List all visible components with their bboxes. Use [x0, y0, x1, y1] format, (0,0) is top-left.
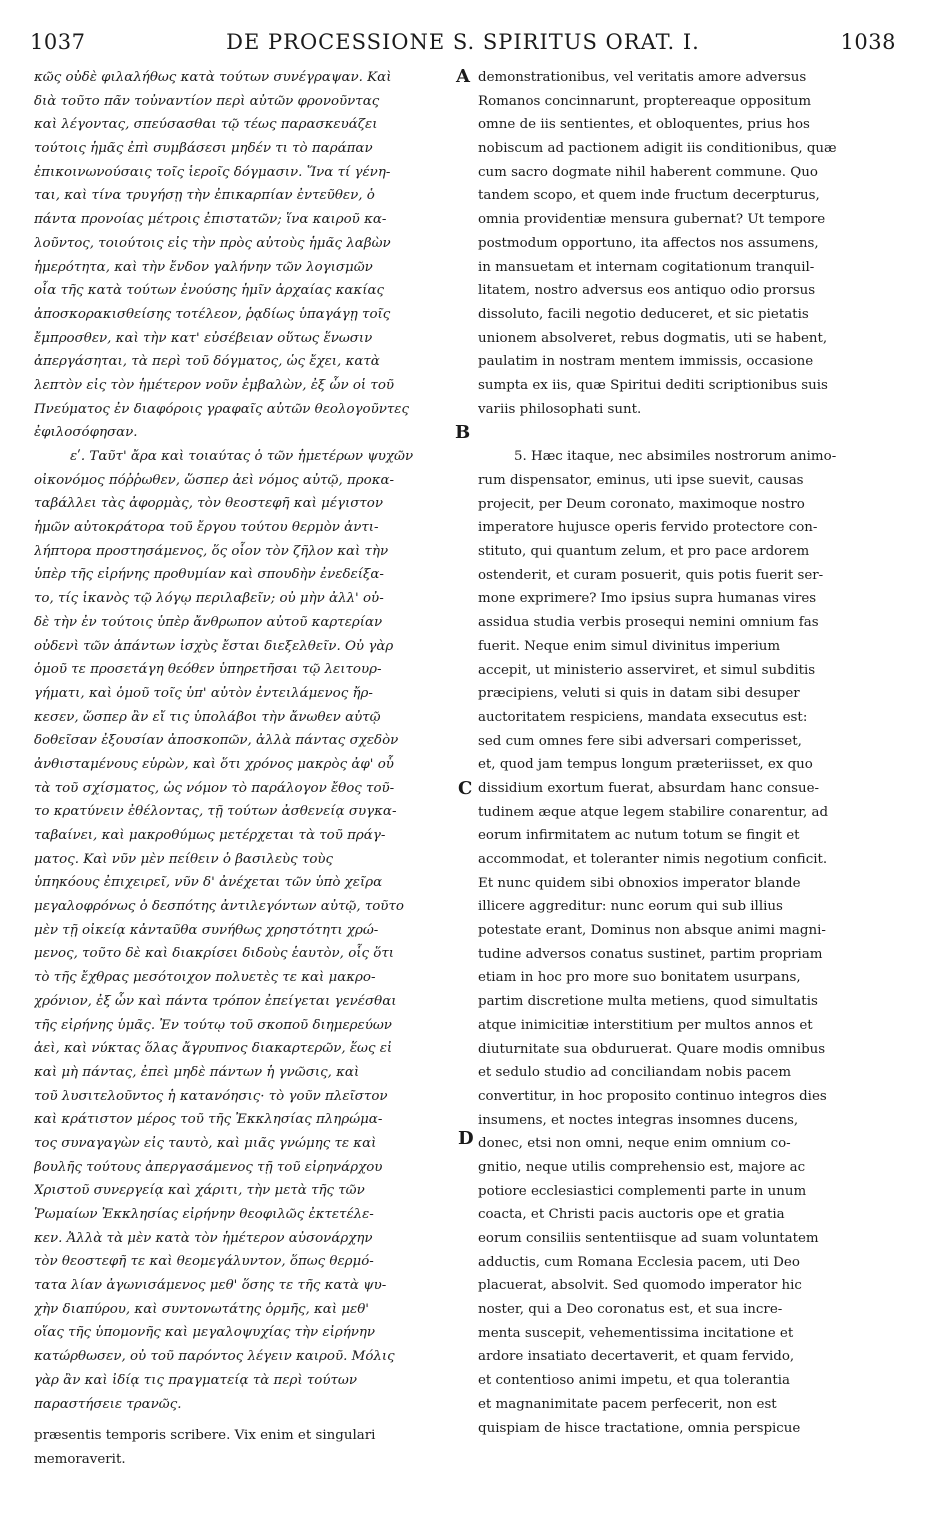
text-line: paulatim in nostram mentem immissis, occasione: [478, 354, 814, 370]
text-line: quispiam de hisce tractatione, omnia perspicue: [478, 1420, 801, 1436]
text-line: ἀπεργάσηται, τὰ περὶ τοῦ δόγματος, ὡς ἔχει, κατὰ: [34, 354, 380, 370]
text-line: unionem absolveret, rebus dogmatis, uti se habent,: [478, 330, 828, 346]
text-line: τὰ τοῦ σχίσματος, ὡς νόμον τὸ παράλογον ἔθος τοῦ-: [34, 780, 395, 796]
text-line: ostenderit, et curam posuerit, quis potis fuerit ser-: [478, 567, 824, 583]
text-line: πάντα προνοίας μέτροις ἐπιστατῶν; ἵνα καιροῦ κα-: [34, 212, 387, 228]
text-line: κεσεν, ὥσπερ ἂν εἴ τις ὑπολάβοι τὴν ἄνωθεν αὐτῷ: [34, 709, 381, 725]
text-line: nobiscum ad pactionem adigit iis conditionibus, quæ: [478, 141, 837, 157]
text-line: partim discretione multa metiens, quod simultatis: [478, 994, 818, 1010]
text-line: ardore insatiato decertaverit, et quam fervido,: [478, 1349, 795, 1365]
text-line: placuerat, absolvit. Sed quomodo imperator hic: [478, 1278, 802, 1294]
text-line: καὶ μὴ πάντας, ἐπεὶ μηδὲ πάντων ἡ γνῶσις, καὶ: [34, 1064, 360, 1080]
text-line: illicere aggreditur: nunc eorum qui sub illius: [478, 899, 783, 915]
text-line: τος συναγαγὼν εἰς ταυτὸ, καὶ μιᾶς γνώμης τε καὶ: [34, 1135, 377, 1151]
text-line: Romanos concinnarunt, proptereaque oppositum: [478, 93, 812, 109]
text-line: Ῥωμαίων Ἐκκλησίας εἰρήνην θεοφιλῶς ἐκτετέλε-: [34, 1207, 374, 1222]
text-line: λεπτὸν εἰς τὸν ἡμέτερον νοῦν ἐμβαλὼν, ἐξ ὧν οἱ τοῦ: [34, 377, 395, 393]
text-line: γήματι, καὶ ὁμοῦ τοῖς ὑπ' αὐτὸν ἐντειλάμενος ἤρ-: [34, 685, 373, 701]
section-marker-b: B: [455, 422, 471, 443]
text-line: mone exprimere? Imo ipsius supra humanas vires: [478, 591, 817, 607]
text-line: τῆς εἰρήνης ὑμᾶς. Ἐν τούτῳ τοῦ σκοποῦ διημερεύων: [34, 1017, 392, 1033]
page-number-right: 1038: [840, 30, 896, 54]
text-line: Χριστοῦ συνεργείᾳ καὶ χάριτι, τὴν μετὰ τῆς τῶν: [34, 1183, 365, 1199]
text-line: οὐδενὶ τῶν ἁπάντων ἰσχὺς ἔσται διεξελθεῖν. Οὐ γὰρ: [34, 638, 394, 654]
text-line: Πνεύματος ἐν διαφόροις γραφαῖς αὐτῶν θεολογοῦντες: [34, 401, 409, 417]
text-line: noster, qui a Deo coronatus est, et sua incre-: [478, 1302, 783, 1318]
text-line: insumens, et noctes integras insomnes ducens,: [478, 1112, 799, 1128]
text-line: το, τίς ἱκανὸς τῷ λόγῳ περιλαβεῖν; οὐ μὴν ἀλλ' οὐ-: [34, 591, 384, 607]
text-line: imperatore hujusce operis fervido protectore con-: [478, 520, 818, 536]
text-line: præcipiens, veluti si quis in datam sibi desuper: [478, 686, 800, 702]
text-line: sumpta ex iis, quæ Spiritui dediti scriptionibus suis: [478, 377, 828, 393]
text-line: χρόνιον, ἐξ ὧν καὶ πάντα τρόπον ἐπείγεται γενέσθαι: [34, 993, 397, 1009]
continuation-line: præsentis temporis scribere. Vix enim et singulari: [34, 1428, 376, 1443]
text-line: gnitio, neque utilis comprehensio est, majore ac: [478, 1159, 806, 1175]
text-line: οἰκονόμος πόῤῥωθεν, ὥσπερ ἀεὶ νόμος αὐτῷ, προκα-: [34, 472, 395, 488]
continuation-line: memoraverit.: [34, 1451, 126, 1467]
text-line: et magnanimitate pacem perfecerit, non est: [478, 1396, 777, 1412]
text-line: Et nunc quidem sibi obnoxios imperator blande: [478, 875, 801, 891]
text-line: κεν. Ἀλλὰ τὰ μὲν κατὰ τὸν ἡμέτερον αὐσονάρχην: [34, 1230, 373, 1246]
text-line: κῶς οὐδὲ φιλαλήθως κατὰ τούτων συνέγραψαν. Καὶ: [34, 70, 392, 85]
text-line: λοῦντος, τοιούτοις εἰς τὴν πρὸς αὐτοὺς ἡμᾶς λαβὼν: [34, 235, 391, 251]
text-line: βουλῆς τούτους ἀπεργασάμενος τῇ τοῦ εἰρηνάρχου: [34, 1159, 383, 1175]
text-line: stituto, qui quantum zelum, et pro pace ardorem: [478, 544, 810, 560]
text-line: tudine adversos conatus sustinet, partim propriam: [478, 946, 823, 962]
text-line: potestate erant, Dominus non absque animi magni-: [478, 923, 826, 939]
text-line: δοθεῖσαν ἐξουσίαν ἀποσκοπῶν, ἀλλὰ πάντας σχεδὸν: [34, 733, 399, 749]
text-line: τὸ τῆς ἔχθρας μεσότοιχον πολυετὲς τε καὶ μακρο-: [34, 970, 376, 986]
text-line: ἀνθισταμένους εὑρὼν, καὶ ὅτι χρόνος μακρὸς ἀφ' οὗ: [34, 756, 394, 772]
section-marker-d: D: [458, 1128, 474, 1149]
text-line: accepit, ut ministerio asserviret, et simul subditis: [478, 662, 816, 678]
text-line: et sedulo studio ad conciliandam nobis pacem: [478, 1065, 792, 1081]
text-line: δὲ τὴν ἐν τούτοις ὑπὲρ ἄνθρωπον αὐτοῦ καρτερίαν: [34, 614, 383, 630]
text-line: μενος, τοῦτο δὲ καὶ διακρίσει διδοὺς ἑαυτὸν, οἷς ὅτι: [34, 946, 394, 962]
text-line: cum sacro dogmate nihil haberent commune. Quo: [478, 164, 818, 180]
text-line: projecit, per Deum coronato, maximoque nostro: [478, 496, 805, 512]
text-line: potiore ecclesiastici complementi parte in unum: [478, 1183, 807, 1199]
text-line: χὴν διαπύρου, καὶ συντονωτάτης ὁρμῆς, καὶ μεθ': [34, 1301, 369, 1317]
text-line: ἡμερότητα, καὶ τὴν ἔνδον γαλήνην τῶν λογισμῶν: [34, 259, 373, 275]
text-line: in mansuetam et internam cogitationum tranquil-: [478, 259, 815, 275]
greek-column: [34, 66, 454, 1416]
text-line: assidua studia verbis prosequi nemini omnium fas: [478, 615, 819, 631]
text-line: ταβαίνει, καὶ μακροθύμως μετέρχεται τὰ τοῦ πράγ-: [34, 828, 386, 843]
text-line: ἐπικοινωνούσαις τοῖς ἱεροῖς δόγμασιν. Ἵνα τί γένη-: [34, 164, 391, 180]
latin-column: [478, 66, 896, 1440]
text-line: ἀποσκορακισθείσης τοτέλεον, ῥᾳδίως ὑπαγάγῃ τοῖς: [34, 306, 391, 322]
text-line: auctoritatem respiciens, mandata exsecutus est:: [478, 709, 808, 725]
text-line: tudinem æque atque legem stabilire conarentur, ad: [478, 804, 829, 820]
text-line: menta suscepit, vehementissima incitatione et: [478, 1325, 794, 1341]
text-line: postmodum opportuno, ita affectos nos assumens,: [478, 235, 819, 251]
text-line: ἐφιλοσόφησαν.: [34, 425, 138, 441]
text-line: variis philosophati sunt.: [478, 401, 642, 417]
text-line: eorum infirmitatem ac nutum totum se fingit et: [478, 828, 800, 844]
text-line: fuerit. Neque enim simul divinitus imperium: [478, 638, 781, 654]
text-line: μὲν τῇ οἰκείᾳ κἀνταῦθα συνήθως χρηστότητι χρώ-: [34, 922, 379, 938]
text-line: et, quod jam tempus longum præteriisset, ex quo: [478, 757, 813, 773]
text-line: adductis, cum Romana Ecclesia pacem, uti Deo: [478, 1254, 800, 1270]
text-line: omne de iis sentientes, et obloquentes, prius hos: [478, 117, 810, 133]
text-line: accommodat, et toleranter nimis negotium conficit.: [478, 852, 828, 867]
text-line: dissoluto, facili negotio deduceret, et sic pietatis: [478, 306, 809, 322]
text-line: τὸν θεοστεφῆ τε καὶ θεομεγάλυντον, ὅπως θερμό-: [34, 1254, 374, 1270]
running-title: DE PROCESSIONE S. SPIRITUS ORAT. I.: [226, 30, 700, 54]
text-line: sed cum omnes fere sibi adversari comperisset,: [478, 733, 802, 749]
text-line: demonstrationibus, vel veritatis amore adversus: [478, 70, 807, 85]
text-line: 5. Hæc itaque, nec absimiles nostrorum animo-: [514, 449, 837, 465]
text-line: eorum consiliis sententiisque ad suam voluntatem: [478, 1231, 819, 1246]
text-line: ται, καὶ τίνα τρυγήσῃ τὴν ἐπικαρπίαν ἐντεῦθεν, ὁ: [34, 188, 375, 204]
text-line: ἀεὶ, καὶ νύκτας ὅλας ἄγρυπνος διακαρτερῶν, ἕως εἰ: [34, 1041, 393, 1057]
text-line: diuturnitate sua obduruerat. Quare modis omnibus: [478, 1041, 826, 1057]
text-line: etiam in hoc pro more suo bonitatem usurpans,: [478, 970, 801, 986]
text-line: ὁμοῦ τε προσετάγη θεόθεν ὑπηρετῆσαι τῷ λειτουρ-: [34, 662, 382, 678]
text-line: et contentioso animi impetu, et qua tolerantia: [478, 1373, 791, 1389]
text-line: γὰρ ἂν καὶ ἰδίᾳ τις πραγματείᾳ τὰ περὶ τούτων: [34, 1372, 357, 1388]
text-line: ὑπηκόους ἐπιχειρεῖ, νῦν δ' ἀνέχεται τῶν ὑπὸ χεῖρα: [34, 875, 383, 891]
text-line: οἷα τῆς κατὰ τούτων ἐνούσης ἡμῖν ἀρχαίας κακίας: [34, 283, 385, 299]
text-line: coacta, et Christi pacis auctoris ope et gratia: [478, 1207, 785, 1223]
text-line: tandem scopo, et quem inde fructum decerpturus,: [478, 188, 820, 204]
text-line: μεγαλοφρόνως ὁ δεσπότης ἀντιλεγόντων αὐτῷ, τοῦτο: [34, 899, 404, 915]
text-line: τοῦ λυσιτελοῦντος ἡ κατανόησις· τὸ γοῦν πλεῖστον: [34, 1088, 388, 1104]
text-line: ταβάλλει τὰς ἀφορμὰς, τὸν θεοστεφῆ καὶ μέγιστον: [34, 496, 384, 512]
text-line: τούτοις ἡμᾶς ἐπὶ συμβάσεσι μηδέν τι τὸ παράπαν: [34, 141, 373, 157]
text-line: dissidium exortum fuerat, absurdam hanc consue-: [478, 780, 820, 796]
text-line: παραστήσειε τρανῶς.: [34, 1396, 182, 1412]
text-line: τατα λίαν ἀγωνισάμενος μεθ' ὅσης τε τῆς κατὰ ψυ-: [34, 1278, 387, 1294]
text-line: ἔμπροσθεν, καὶ τὴν κατ' εὐσέβειαν οὕτως ἕνωσιν: [34, 330, 373, 346]
text-line: το κρατύνειν ἐθέλοντας, τῇ τούτων ἀσθενείᾳ συγκα-: [34, 804, 397, 820]
text-line: εʹ. Ταῦτ' ἄρα καὶ τοιαύτας ὁ τῶν ἡμετέρων ψυχῶν: [70, 449, 414, 464]
text-line: ματος. Καὶ νῦν μὲν πείθειν ὁ βασιλεὺς τοὺς: [34, 851, 334, 867]
text-line: οἵας τῆς ὑπομονῆς καὶ μεγαλοψυχίας τὴν εἰρήνην: [34, 1325, 376, 1341]
running-header: [30, 30, 896, 64]
text-line: litatem, nostro adversus eos antiquo odio prorsus: [478, 283, 816, 299]
text-line: καὶ κράτιστον μέρος τοῦ τῆς Ἐκκλησίας πληρώμα-: [34, 1112, 383, 1128]
text-line: καὶ λέγοντας, σπεύσασθαι τῷ τέως παρασκευάζει: [34, 117, 378, 133]
page-number-left: 1037: [30, 30, 86, 54]
text-line: donec, etsi non omni, neque enim omnium co-: [478, 1136, 791, 1152]
text-line: atque inimicitiæ interstitium per multos annos et: [478, 1017, 813, 1033]
text-line: κατώρθωσεν, οὐ τοῦ παρόντος λέγειν καιροῦ. Μόλις: [34, 1349, 395, 1365]
latin-continuation: [34, 1424, 896, 1471]
text-line: rum dispensator, eminus, uti ipse suevit, causas: [478, 473, 804, 488]
section-marker-c: C: [458, 778, 473, 799]
text-line: ἡμῶν αὐτοκράτορα τοῦ ἔργου τούτου θερμὸν ἀντι-: [34, 520, 379, 536]
text-line: omnia providentiæ mensura gubernat? Ut tempore: [478, 212, 826, 228]
text-line: λήπτορα προστησάμενος, ὅς οἷον τὸν ζῆλον καὶ τὴν: [34, 543, 389, 559]
text-line: ὑπὲρ τῆς εἰρήνης προθυμίαν καὶ σπουδὴν ἐνεδείξα-: [34, 567, 384, 583]
text-line: διὰ τοῦτο πᾶν τοὐναντίον περὶ αὐτῶν φρονοῦντας: [34, 93, 380, 109]
text-line: convertitur, in hoc proposito continuo integros dies: [478, 1088, 827, 1104]
section-marker-a: A: [456, 66, 470, 87]
